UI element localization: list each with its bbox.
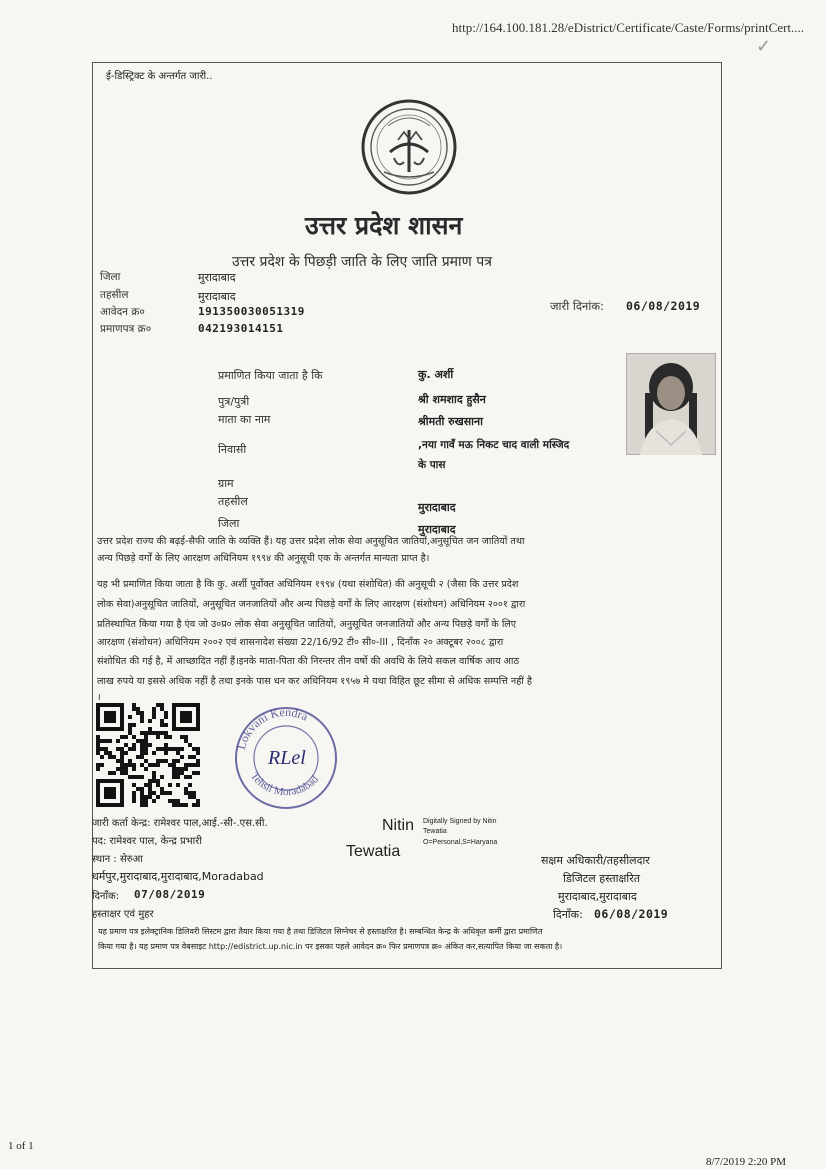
mother-label: माता का नाम [218,413,271,426]
print-url: http://164.100.181.28/eDistrict/Certificate/Caste/Forms/printCert.... [452,20,805,35]
digital-sign-line-1: Digitally Signed by Nitin [423,818,497,825]
digital-sign-name-1: Nitin [382,817,415,834]
district-value: मुरादाबाद [198,271,236,284]
issuer-center: जारी कर्ता केन्द्र: रामेश्वर पाल,आई.-सी-.एस.सी. [92,818,268,829]
son-daughter-label: पुत्र/पुत्री [218,395,250,408]
applicant-name: कु. अर्शी [418,368,454,381]
issuer-post: पद: रामेश्वर पाल, केन्द्र प्रभारी [92,836,202,847]
resident-label: निवासी [218,443,247,456]
mother-name: श्रीमती रुखसाना [418,415,483,428]
page-indicator: 1 of 1 [8,1140,34,1152]
up-emblem-logo [358,96,460,198]
tehsil-label: तहसील [100,289,129,301]
applicant-photo [626,353,716,455]
issuer-sign-line: हस्ताक्षर एवं मुहर [92,909,154,920]
certificate-number: 042193014151 [198,322,284,335]
tehsil-label-2: तहसील [218,495,248,508]
paragraph-2-line: आरक्षण (संशोधन) अधिनियम २००२ एवं शासनादेश संख्या 22/16/92 टी० सी०-III , दिनाँक २० अक्टूबर २००८ द्वारा [97,637,504,648]
header-note: ई-डिस्ट्रिक्ट के अन्तर्गत जारी.. [106,71,213,82]
paragraph-1-line: अन्य पिछड़े वर्गों के लिए आरक्षण अधिनियम १९९४ की अनुसूची एक के अन्तर्गत मान्यता प्राप्त है। [97,553,430,564]
certificate-label: प्रमाणपत्र क्र० [100,323,152,335]
certify-intro: प्रमाणित किया जाता है कि [218,369,323,382]
paragraph-2-line: संशोधित की गई है, में आच्छादित नहीं हैं।इनके माता-पिता की निरन्तर तीन वर्षो की अवधि के लिये सकल वार्षिक आय आठ [97,656,520,667]
seal-text-top: Lokvani Kendra [233,704,311,751]
qr-code [96,703,204,807]
authority-date-value: 06/08/2019 [594,907,669,921]
pencil-mark: ✓ [756,36,772,57]
issue-date-label: जारी दिनांक: [550,299,605,313]
paragraph-2-line: प्रतिस्थापित किया गया है एंव जो उ०प्र० लोक सेवा अनुसूचित जातियों, अनुसूचित जनजातियों और अन्य पिछड़े वर्गों के लिए [97,619,517,630]
digital-sign-name-2: Tewatia [346,843,401,860]
paragraph-2-line: लोक सेवा)अनुसूचित जातियों, अनुसूचित जनजातियों और अन्य पिछड़े वर्गों के लिए आरक्षण (संशोधन) अधिनियम २००१ द्वारा [97,599,526,610]
issuer-place: स्थान : सेरुआ [92,854,143,865]
issuer-date-label: दिनाँक: [92,891,120,902]
lokvani-kendra-seal [228,700,344,810]
paragraph-2-line: लाख रुपये या इससे अधिक नहीं है तथा इनके पास धन कर अधिनियम १९५७ मे यथा विहित छूट सीमा से अधिक सम्पत्ति नहीं है [97,676,532,687]
district-value-2: मुरादाबाद [418,523,456,536]
paragraph-1-line: उत्तर प्रदेश राज्य की बढ़ई-सैफी जाति के व्यक्ति हैं। यह उत्तर प्रदेश लोक सेवा अनुसूचित जातियों,अनुसूचित जन जातियों तथा [97,536,525,547]
father-name: श्री शमशाद हुसैन [418,393,486,406]
datetime-stamp: 8/7/2019 2:20 PM [706,1156,787,1168]
authority-location: मुरादाबाद,मुरादाबाद [558,890,637,903]
authority-title: सक्षम अधिकारी/तहसीलदार [541,854,650,867]
tehsil-value: मुरादाबाद [198,290,236,303]
footer-note-line: यह प्रमाण पत्र इलेक्ट्रानिक डिलिवरी सिस्टम द्वारा तैयार किया गया है तथा डिजिटल सिग्नेचर से हस्ताक्षरित है। सम्बन्धित केन्द्र के अधिकृत कर्मी द्वारा प्रमाणित [98,927,543,936]
village-label: ग्राम [218,477,234,490]
footer-note-line: किया गया है। यह प्रमाण पत्र वेबसाइट http://edistrict.up.nic.in पर इसका पहले आवेदन क्र० फिर प्रमाणपत्र क्र० अंकित कर,सत्यापित किया जा सकता है। [98,942,563,951]
issuer-address: धर्मपुर,मुरादाबाद,मुरादाबाद,Moradabad [92,870,264,883]
resident-address-line2: के पास [418,459,446,471]
tehsil-value-2: मुरादाबाद [418,501,456,514]
resident-address-line1: ,नया गावँ मऊ निकट चाद वाली मस्जिद [418,439,570,451]
application-number: 191350030051319 [198,305,305,318]
authority-digital: डिजिटल हस्ताक्षरित [563,872,640,885]
digital-sign-line-2: Tewatia [423,828,447,835]
seal-text-bottom: Tehsil Moradabad [247,770,321,799]
issuer-date-value: 07/08/2019 [134,888,206,901]
district-label: जिला [100,271,121,283]
district-label-2: जिला [218,517,240,530]
issue-date-value: 06/08/2019 [626,299,701,313]
page-subtitle: उत्तर प्रदेश के पिछड़ी जाति के लिए जाति प्रमाण पत्र [232,254,492,270]
application-label: आवेदन क्र० [100,306,145,318]
authority-date-label: दिनाँक: [553,908,583,921]
page-title: उत्तर प्रदेश शासन [305,211,463,240]
paragraph-2-line: । [97,692,101,703]
paragraph-2-line: यह भी प्रमाणित किया जाता है कि कु. अर्शी पूर्वोक्त अधिनियम १९९४ (यथा संशोधित) की अनुसूची २ (जैसा कि उत्तर प्रदेश [97,579,519,590]
digital-sign-line-3: O=Personal,S=Haryana [423,839,498,846]
seal-signature: RLel [268,747,306,769]
svg-text:Tehsil Moradabad [248,770,321,798]
